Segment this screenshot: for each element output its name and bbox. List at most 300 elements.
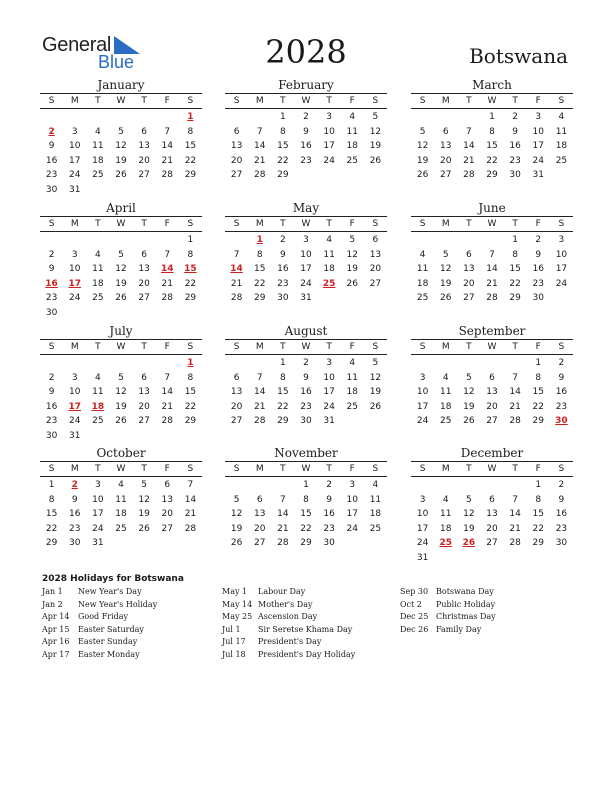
- holiday-list: [42, 572, 582, 659]
- day-cell: 28: [277, 538, 289, 549]
- holiday-day-cell: 15: [184, 264, 197, 275]
- day-cell: 10: [346, 494, 358, 505]
- day-cell: 2: [558, 480, 565, 490]
- day-cell: 8: [303, 494, 309, 505]
- day-cell: 29: [184, 293, 197, 304]
- weekday-label: W: [116, 342, 126, 352]
- day-cell: 20: [230, 401, 243, 412]
- holiday-day-cell: 14: [161, 264, 174, 275]
- day-cell: 4: [94, 372, 101, 383]
- day-cell: 5: [372, 112, 379, 122]
- day-cell: 25: [115, 523, 127, 534]
- holiday-name: President's Day Holiday: [258, 649, 356, 659]
- day-cell: 23: [532, 278, 544, 289]
- day-cell: 15: [532, 509, 544, 520]
- weekday-label: S: [48, 219, 55, 229]
- day-cell: 18: [439, 523, 452, 534]
- day-grid: [225, 233, 387, 306]
- day-cell: 20: [138, 155, 150, 166]
- day-cell: 24: [323, 155, 335, 166]
- day-cell: 14: [486, 264, 498, 275]
- month-october: [40, 446, 202, 551]
- day-cell: 16: [300, 141, 312, 152]
- page-header: [0, 0, 612, 80]
- holiday-name: Botswana Day: [436, 587, 494, 596]
- day-cell: 4: [326, 235, 332, 245]
- day-cell: 14: [161, 387, 173, 398]
- day-cell: 17: [532, 141, 544, 152]
- day-cell: 12: [416, 141, 429, 152]
- empty-cell: [109, 233, 132, 248]
- holiday-date: Oct 2: [400, 599, 422, 609]
- day-cell: 7: [512, 494, 518, 505]
- day-cell: 24: [346, 523, 358, 534]
- day-cell: 13: [486, 509, 498, 520]
- day-cell: 21: [253, 155, 266, 166]
- empty-cell: [225, 110, 248, 125]
- empty-cell: [156, 233, 179, 248]
- day-cell: 5: [141, 480, 147, 490]
- day-cell: 29: [277, 170, 289, 181]
- day-cell: 25: [346, 401, 358, 412]
- weekday-label: T: [280, 342, 286, 352]
- weekday-header: [40, 93, 202, 109]
- weekday-label: S: [233, 342, 240, 352]
- month-january: [40, 78, 202, 198]
- weekday-label: M: [255, 219, 264, 229]
- weekday-label: T: [141, 342, 147, 352]
- day-cell: 17: [300, 264, 312, 275]
- day-cell: 4: [558, 112, 565, 122]
- day-cell: 21: [253, 401, 266, 412]
- day-cell: 18: [92, 155, 104, 166]
- day-cell: 11: [92, 264, 104, 275]
- day-cell: 18: [115, 509, 127, 520]
- day-cell: 27: [230, 170, 243, 181]
- month-title: June: [478, 201, 506, 215]
- day-cell: 5: [118, 126, 124, 137]
- empty-cell: [504, 478, 527, 493]
- day-grid: [40, 356, 202, 444]
- holiday-day-cell: 17: [68, 278, 81, 289]
- day-cell: 22: [184, 401, 197, 412]
- empty-cell: [40, 110, 63, 125]
- day-cell: 21: [277, 523, 289, 534]
- weekday-label: F: [535, 96, 541, 106]
- day-cell: 31: [68, 430, 81, 441]
- day-cell: 16: [532, 264, 544, 275]
- holiday-day-cell: 1: [256, 235, 263, 245]
- day-cell: 9: [535, 249, 542, 260]
- day-cell: 7: [279, 494, 286, 505]
- day-cell: 31: [416, 552, 429, 563]
- day-cell: 28: [253, 170, 266, 181]
- day-cell: 5: [233, 494, 240, 505]
- day-cell: 4: [349, 358, 356, 368]
- day-cell: 11: [346, 372, 358, 383]
- weekday-label: S: [48, 464, 55, 474]
- day-cell: 4: [94, 126, 101, 137]
- weekday-header: [411, 216, 573, 232]
- holiday-date: Dec 25: [400, 612, 429, 622]
- day-cell: 13: [369, 249, 382, 260]
- day-cell: 18: [416, 278, 429, 289]
- day-cell: 31: [532, 170, 544, 181]
- month-title: May: [292, 201, 320, 215]
- day-cell: 14: [463, 141, 475, 152]
- weekday-label: M: [70, 464, 79, 474]
- holiday-row: [42, 624, 157, 637]
- day-cell: 24: [300, 278, 312, 289]
- day-cell: 20: [486, 401, 498, 412]
- empty-cell: [156, 110, 179, 125]
- day-cell: 8: [187, 126, 194, 137]
- weekday-label: S: [48, 96, 55, 106]
- weekday-label: T: [141, 96, 147, 106]
- day-cell: 23: [509, 155, 521, 166]
- day-grid: [225, 356, 387, 429]
- day-cell: 6: [256, 494, 263, 505]
- weekday-label: T: [141, 219, 147, 229]
- day-cell: 16: [68, 509, 81, 520]
- day-cell: 10: [323, 372, 335, 383]
- weekday-label: M: [255, 464, 264, 474]
- day-cell: 28: [230, 293, 243, 304]
- holiday-day-cell: 1: [187, 112, 194, 122]
- weekday-label: S: [419, 96, 426, 106]
- day-cell: 10: [416, 509, 429, 520]
- day-cell: 13: [253, 509, 266, 520]
- empty-cell: [63, 110, 86, 125]
- day-cell: 26: [416, 170, 429, 181]
- day-cell: 27: [253, 538, 266, 549]
- day-cell: 16: [45, 155, 58, 166]
- weekday-label: W: [116, 219, 126, 229]
- day-cell: 10: [416, 387, 429, 398]
- month-title: December: [460, 446, 524, 460]
- day-cell: 4: [419, 249, 426, 260]
- day-cell: 17: [416, 401, 429, 412]
- day-cell: 26: [115, 416, 127, 427]
- day-cell: 2: [303, 112, 309, 122]
- day-cell: 15: [184, 387, 197, 398]
- day-cell: 26: [230, 538, 243, 549]
- day-cell: 19: [346, 264, 358, 275]
- weekday-label: T: [95, 219, 101, 229]
- weekday-label: M: [441, 464, 450, 474]
- weekday-label: T: [326, 219, 332, 229]
- day-cell: 11: [555, 126, 568, 137]
- weekday-header: [225, 461, 387, 477]
- day-cell: 1: [303, 480, 309, 490]
- weekday-label: M: [255, 342, 264, 352]
- empty-cell: [271, 478, 294, 493]
- weekday-label: S: [372, 96, 379, 106]
- day-cell: 4: [349, 112, 356, 122]
- weekday-label: W: [487, 219, 497, 229]
- day-cell: 23: [45, 170, 58, 181]
- empty-cell: [434, 233, 457, 248]
- holiday-name: Sir Seretse Khama Day: [258, 624, 353, 634]
- holiday-date: Apr 15: [42, 624, 70, 634]
- day-cell: 22: [45, 523, 58, 534]
- day-cell: 19: [115, 155, 127, 166]
- empty-cell: [411, 233, 434, 248]
- day-cell: 6: [141, 249, 147, 260]
- month-november: [225, 446, 387, 551]
- day-cell: 5: [372, 358, 379, 368]
- day-cell: 22: [509, 278, 521, 289]
- day-cell: 1: [535, 480, 542, 490]
- day-cell: 28: [486, 293, 498, 304]
- day-cell: 18: [555, 141, 568, 152]
- day-cell: 3: [71, 372, 78, 383]
- day-cell: 21: [486, 278, 498, 289]
- day-cell: 6: [372, 235, 379, 245]
- month-title: August: [284, 324, 328, 338]
- holiday-row: [42, 586, 157, 599]
- day-cell: 10: [532, 126, 544, 137]
- weekday-label: T: [466, 464, 472, 474]
- day-cell: 13: [230, 387, 243, 398]
- empty-cell: [457, 233, 480, 248]
- holiday-date: Jul 18: [222, 649, 246, 659]
- day-cell: 23: [555, 523, 568, 534]
- day-cell: 24: [323, 401, 335, 412]
- weekday-label: S: [419, 219, 426, 229]
- day-cell: 16: [300, 387, 312, 398]
- day-cell: 16: [509, 141, 521, 152]
- day-cell: 8: [535, 494, 542, 505]
- day-cell: 24: [532, 155, 544, 166]
- day-cell: 22: [300, 523, 312, 534]
- day-cell: 2: [558, 358, 565, 368]
- holiday-row: [222, 649, 355, 662]
- day-cell: 20: [161, 509, 173, 520]
- holiday-date: Jan 2: [42, 599, 63, 609]
- day-cell: 26: [369, 401, 382, 412]
- day-cell: 1: [279, 358, 286, 368]
- day-cell: 4: [442, 372, 449, 383]
- day-cell: 30: [300, 416, 312, 427]
- day-grid: [225, 110, 387, 183]
- holiday-day-cell: 25: [439, 538, 452, 549]
- day-cell: 20: [253, 523, 266, 534]
- day-cell: 6: [141, 126, 147, 137]
- empty-cell: [86, 356, 109, 371]
- empty-cell: [411, 356, 434, 371]
- day-cell: 2: [326, 480, 332, 490]
- day-cell: 27: [463, 293, 475, 304]
- day-cell: 10: [68, 387, 81, 398]
- day-cell: 29: [509, 293, 521, 304]
- month-may: [225, 201, 387, 306]
- day-cell: 1: [187, 235, 194, 245]
- weekday-label: F: [349, 342, 355, 352]
- day-cell: 25: [416, 293, 429, 304]
- day-cell: 29: [486, 170, 498, 181]
- day-cell: 10: [555, 249, 568, 260]
- month-march: [411, 78, 573, 183]
- day-cell: 3: [71, 249, 78, 260]
- empty-cell: [457, 110, 480, 125]
- day-cell: 15: [486, 141, 498, 152]
- holiday-date: Jul 17: [222, 637, 246, 647]
- weekday-label: S: [419, 342, 426, 352]
- day-cell: 16: [555, 509, 568, 520]
- day-cell: 20: [486, 523, 498, 534]
- day-cell: 16: [277, 264, 289, 275]
- day-cell: 27: [161, 523, 173, 534]
- weekday-header: [40, 339, 202, 355]
- weekday-label: F: [535, 342, 541, 352]
- day-cell: 11: [115, 494, 127, 505]
- day-cell: 5: [118, 372, 124, 383]
- day-cell: 9: [326, 494, 332, 505]
- day-cell: 23: [300, 401, 312, 412]
- month-title: January: [97, 78, 145, 92]
- day-cell: 12: [115, 264, 127, 275]
- day-cell: 3: [326, 358, 332, 368]
- holiday-row: [222, 636, 355, 649]
- day-cell: 2: [535, 235, 542, 245]
- day-cell: 27: [369, 278, 382, 289]
- holiday-date: Apr 16: [42, 637, 70, 647]
- day-cell: 7: [164, 126, 171, 137]
- day-cell: 23: [555, 401, 568, 412]
- holiday-date: Sep 30: [400, 587, 429, 596]
- day-cell: 17: [416, 523, 429, 534]
- day-cell: 3: [419, 494, 426, 505]
- day-cell: 5: [465, 494, 472, 505]
- day-cell: 24: [68, 416, 81, 427]
- weekday-label: W: [301, 342, 311, 352]
- day-cell: 25: [346, 155, 358, 166]
- day-cell: 24: [416, 416, 429, 427]
- empty-cell: [225, 478, 248, 493]
- weekday-header: [411, 93, 573, 109]
- day-cell: 8: [512, 249, 518, 260]
- day-cell: 9: [48, 141, 55, 152]
- day-cell: 5: [419, 126, 426, 137]
- day-cell: 11: [323, 249, 335, 260]
- day-cell: 12: [369, 372, 382, 383]
- weekday-header: [40, 216, 202, 232]
- day-cell: 21: [161, 401, 173, 412]
- weekday-label: T: [326, 96, 332, 106]
- day-cell: 22: [184, 155, 197, 166]
- weekday-label: M: [255, 96, 264, 106]
- day-cell: 9: [558, 494, 565, 505]
- calendar-year: 2028: [265, 33, 347, 71]
- month-title: April: [106, 201, 136, 215]
- day-cell: 31: [68, 184, 81, 195]
- holiday-date: Apr 17: [42, 649, 70, 659]
- day-cell: 14: [184, 494, 197, 505]
- month-title: November: [274, 446, 338, 460]
- day-cell: 12: [463, 509, 475, 520]
- weekday-label: F: [349, 96, 355, 106]
- empty-cell: [156, 356, 179, 371]
- holiday-day-cell: 2: [71, 480, 78, 490]
- day-cell: 11: [369, 494, 382, 505]
- day-cell: 3: [303, 235, 309, 245]
- day-cell: 20: [138, 401, 150, 412]
- day-grid: [411, 478, 573, 566]
- country-name: Botswana: [469, 44, 568, 68]
- weekday-label: F: [349, 219, 355, 229]
- weekday-label: T: [141, 464, 147, 474]
- weekday-label: F: [535, 219, 541, 229]
- weekday-label: F: [164, 219, 170, 229]
- day-cell: 29: [184, 170, 197, 181]
- weekday-label: S: [558, 464, 565, 474]
- month-title: February: [278, 78, 334, 92]
- holiday-date: May 1: [222, 587, 248, 596]
- day-cell: 7: [465, 126, 472, 137]
- weekday-label: T: [512, 96, 518, 106]
- day-cell: 24: [68, 293, 81, 304]
- day-cell: 16: [323, 509, 335, 520]
- day-cell: 9: [48, 387, 55, 398]
- weekday-label: S: [233, 219, 240, 229]
- empty-cell: [457, 356, 480, 371]
- day-cell: 12: [463, 387, 475, 398]
- day-cell: 19: [416, 155, 429, 166]
- empty-cell: [133, 110, 156, 125]
- day-cell: 28: [509, 538, 521, 549]
- day-cell: 8: [535, 372, 542, 383]
- month-title: October: [96, 446, 146, 460]
- weekday-label: M: [70, 219, 79, 229]
- month-august: [225, 324, 387, 429]
- weekday-label: S: [48, 342, 55, 352]
- day-cell: 12: [346, 249, 358, 260]
- day-cell: 25: [369, 523, 382, 534]
- holiday-day-cell: 14: [230, 264, 243, 275]
- day-cell: 4: [442, 494, 449, 505]
- weekday-label: W: [301, 219, 311, 229]
- day-cell: 1: [48, 480, 55, 490]
- day-cell: 22: [532, 401, 544, 412]
- day-cell: 3: [535, 112, 542, 122]
- holiday-row: [222, 624, 355, 637]
- day-cell: 9: [48, 264, 55, 275]
- day-cell: 23: [323, 523, 335, 534]
- day-cell: 17: [555, 264, 568, 275]
- day-cell: 9: [303, 126, 309, 137]
- day-cell: 2: [48, 249, 55, 260]
- weekday-label: S: [558, 96, 565, 106]
- day-cell: 8: [48, 494, 55, 505]
- holiday-date: Dec 26: [400, 624, 429, 634]
- day-cell: 3: [349, 480, 356, 490]
- day-cell: 17: [323, 141, 335, 152]
- day-cell: 6: [465, 249, 472, 260]
- day-cell: 23: [45, 416, 58, 427]
- empty-cell: [109, 356, 132, 371]
- holiday-name: Christmas Day: [436, 612, 496, 622]
- weekday-label: M: [70, 96, 79, 106]
- day-cell: 19: [115, 278, 127, 289]
- day-cell: 13: [138, 264, 150, 275]
- day-cell: 11: [92, 141, 104, 152]
- day-cell: 27: [138, 416, 150, 427]
- weekday-header: [411, 339, 573, 355]
- day-grid: [40, 478, 202, 551]
- weekday-label: S: [372, 342, 379, 352]
- day-cell: 24: [416, 538, 429, 549]
